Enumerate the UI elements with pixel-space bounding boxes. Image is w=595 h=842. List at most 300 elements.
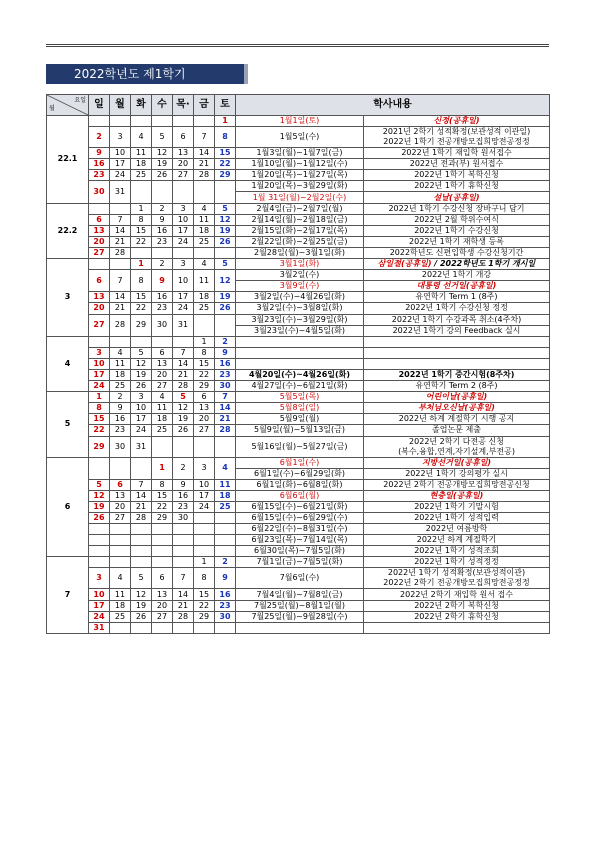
day-cell: 31 xyxy=(89,622,110,633)
day-cell: 2 xyxy=(89,127,110,148)
day-cell: 5 xyxy=(215,203,236,214)
day-cell: 12 xyxy=(215,214,236,225)
day-cell: 18 xyxy=(194,225,215,236)
day-cell: 11 xyxy=(215,479,236,490)
event-date: 5월8일(일) xyxy=(236,403,364,414)
table-row xyxy=(47,236,550,247)
day-cell: 19 xyxy=(131,369,152,380)
day-cell xyxy=(173,247,194,258)
day-cell: 23 xyxy=(173,501,194,512)
event-date: 2월15일(화)~2월17일(목) xyxy=(236,225,364,236)
header-row xyxy=(47,95,550,116)
table-row xyxy=(47,247,550,258)
day-cell xyxy=(110,535,131,546)
day-cell: 15 xyxy=(194,589,215,600)
day-cell: 7 xyxy=(131,479,152,490)
month-label: 3 xyxy=(47,259,89,337)
day-cell: 24 xyxy=(173,236,194,247)
day-cell: 13 xyxy=(152,358,173,369)
day-cell: 18 xyxy=(152,414,173,425)
table-row xyxy=(47,414,550,425)
day-cell: 24 xyxy=(173,303,194,314)
corner-day-label: 요일 xyxy=(74,97,86,104)
event-text: 2022학년도 신편입학생 수강신청기간 xyxy=(364,247,550,258)
day-cell: 25 xyxy=(152,425,173,436)
day-cell: 20 xyxy=(152,369,173,380)
day-cell: 22 xyxy=(131,303,152,314)
holiday-label: 어린이날(공휴일) xyxy=(425,392,488,402)
day-cell: 22 xyxy=(215,159,236,170)
day-cell xyxy=(215,535,236,546)
event-text: 2022년 2월 학위수여식 xyxy=(364,214,550,225)
event-text: 2022년 1학기 수강신청 장바구니 담기 xyxy=(364,203,550,214)
day-cell: 16 xyxy=(152,225,173,236)
day-cell: 30 xyxy=(215,381,236,392)
day-cell: 3 xyxy=(89,568,110,589)
day-cell: 25 xyxy=(131,170,152,181)
day-cell: 16 xyxy=(89,159,110,170)
day-cell: 20 xyxy=(89,303,110,314)
day-cell: 27 xyxy=(194,425,215,436)
day-cell: 15 xyxy=(215,148,236,159)
event-date xyxy=(236,358,364,369)
day-cell xyxy=(152,436,173,457)
day-cell xyxy=(89,259,110,270)
event-text: 2022년 1학기 재입학 원서접수 xyxy=(364,148,550,159)
day-cell: 14 xyxy=(173,358,194,369)
day-cell xyxy=(173,336,194,347)
day-cell xyxy=(131,622,152,633)
table-row xyxy=(47,303,550,314)
month-label: 22.1 xyxy=(47,116,89,204)
day-cell xyxy=(173,181,194,203)
day-cell: 2 xyxy=(215,336,236,347)
day-cell: 12 xyxy=(131,589,152,600)
day-cell: 16 xyxy=(215,358,236,369)
day-cell: 2 xyxy=(152,203,173,214)
day-cell: 17 xyxy=(194,490,215,501)
corner-month-label: 월 xyxy=(49,105,55,112)
event-text: 2022년 여름방학 xyxy=(364,524,550,535)
holiday-label: 대통령 선거일(공휴일) xyxy=(416,281,497,291)
day-cell: 27 xyxy=(89,314,110,336)
day-cell: 4 xyxy=(194,259,215,270)
event-date: 3월23일(수)~3월29일(화) xyxy=(236,314,364,325)
day-cell xyxy=(215,622,236,633)
event-text: 2022년 2학기 전공개방모집희망전공신청 xyxy=(364,479,550,490)
table-row xyxy=(47,611,550,622)
day-cell xyxy=(194,116,215,127)
day-cell: 12 xyxy=(215,270,236,292)
event-text xyxy=(364,392,550,403)
day-cell xyxy=(194,247,215,258)
day-cell xyxy=(173,524,194,535)
day-cell: 8 xyxy=(131,214,152,225)
table-row xyxy=(47,116,550,127)
day-cell xyxy=(110,457,131,479)
day-cell: 23 xyxy=(89,170,110,181)
day-cell: 3 xyxy=(110,127,131,148)
day-cell: 18 xyxy=(110,369,131,380)
day-cell xyxy=(110,546,131,557)
day-cell: 30 xyxy=(215,611,236,622)
event-date: 7월6일(수) xyxy=(236,568,364,589)
day-cell xyxy=(89,524,110,535)
day-cell: 17 xyxy=(89,369,110,380)
day-cell: 1 xyxy=(194,557,215,568)
event-date: 1월10일(월)~1월12일(수) xyxy=(236,159,364,170)
day-cell: 2 xyxy=(152,259,173,270)
day-cell: 30 xyxy=(173,513,194,524)
table-row xyxy=(47,347,550,358)
day-cell: 30 xyxy=(89,181,110,203)
day-cell: 23 xyxy=(215,369,236,380)
day-cell xyxy=(131,557,152,568)
day-cell xyxy=(152,181,173,203)
day-cell: 19 xyxy=(215,225,236,236)
table-row xyxy=(47,203,550,214)
event-date: 1월5일(수) xyxy=(236,127,364,148)
event-text: 2021년 2학기 성적확정(보관성적 이관일) 2022년 1학기 전공개방모집희망전공정정 xyxy=(364,127,550,148)
day-cell: 20 xyxy=(110,501,131,512)
day-cell: 26 xyxy=(131,381,152,392)
event-text xyxy=(364,116,550,127)
event-text: 유연학기 Term 1 (8주) xyxy=(364,292,550,303)
day-cell: 20 xyxy=(89,236,110,247)
event-text xyxy=(364,622,550,633)
table-row xyxy=(47,622,550,633)
day-cell xyxy=(110,203,131,214)
event-text: 2022년 1학기 성적조회 xyxy=(364,546,550,557)
month-label: 6 xyxy=(47,457,89,557)
event-text: 2022년 1학기 재학생 등록 xyxy=(364,236,550,247)
day-cell: 17 xyxy=(131,414,152,425)
event-date: 7월25일(월)~9월28일(수) xyxy=(236,611,364,622)
day-cell: 12 xyxy=(131,358,152,369)
day-cell xyxy=(89,535,110,546)
day-cell: 15 xyxy=(89,414,110,425)
day-cell xyxy=(194,181,215,203)
day-cell: 16 xyxy=(173,490,194,501)
day-cell: 26 xyxy=(89,513,110,524)
corner-cell xyxy=(47,95,89,116)
day-cell: 7 xyxy=(173,568,194,589)
day-cell: 9 xyxy=(152,214,173,225)
day-cell xyxy=(110,116,131,127)
event-text xyxy=(364,281,550,292)
page-title: 2022학년도 제1학기 xyxy=(46,64,248,84)
day-cell: 14 xyxy=(173,589,194,600)
day-cell: 29 xyxy=(194,381,215,392)
day-cell: 25 xyxy=(110,611,131,622)
day-cell: 27 xyxy=(152,381,173,392)
day-cell xyxy=(131,457,152,479)
day-cell: 28 xyxy=(131,513,152,524)
day-cell: 14 xyxy=(131,490,152,501)
day-cell: 23 xyxy=(152,303,173,314)
day-cell: 27 xyxy=(152,611,173,622)
holiday-label: 현충일(공휴일) xyxy=(429,490,484,500)
day-cell xyxy=(152,247,173,258)
day-cell: 17 xyxy=(89,600,110,611)
event-date: 5월9일(월)~5월13일(금) xyxy=(236,425,364,436)
day-cell: 31 xyxy=(173,314,194,336)
day-cell: 27 xyxy=(89,247,110,258)
event-text: 2022년 하계 계절학기 xyxy=(364,535,550,546)
day-cell: 21 xyxy=(110,303,131,314)
month-label: 5 xyxy=(47,392,89,457)
day-cell: 7 xyxy=(194,127,215,148)
day-cell: 6 xyxy=(152,347,173,358)
table-row xyxy=(47,513,550,524)
event-date: 6월6일(월) xyxy=(236,490,364,501)
day-cell: 13 xyxy=(173,148,194,159)
day-cell xyxy=(131,181,152,203)
table-row xyxy=(47,589,550,600)
day-cell: 9 xyxy=(215,568,236,589)
day-cell: 11 xyxy=(110,358,131,369)
day-cell: 7 xyxy=(215,392,236,403)
day-cell: 17 xyxy=(110,159,131,170)
day-cell: 13 xyxy=(89,225,110,236)
event-text xyxy=(364,347,550,358)
day-cell: 10 xyxy=(194,479,215,490)
event-date: 2월14일(월)~2월18일(금) xyxy=(236,214,364,225)
event-date: 2월28일(월)~3월1일(화) xyxy=(236,247,364,258)
event-subtext: / 2022학년도 1학기 개시일 xyxy=(431,259,536,269)
day-cell: 13 xyxy=(152,589,173,600)
day-cell xyxy=(89,116,110,127)
day-cell: 31 xyxy=(131,436,152,457)
day-cell: 6 xyxy=(89,214,110,225)
day-cell: 25 xyxy=(194,303,215,314)
day-cell xyxy=(131,546,152,557)
event-text: 2022년 1학기 수강신청 xyxy=(364,225,550,236)
event-text: 2022년 1학기 강의 Feedback 실시 xyxy=(364,325,550,336)
day-cell: 28 xyxy=(110,247,131,258)
day-cell xyxy=(131,247,152,258)
day-cell: 1 xyxy=(194,336,215,347)
table-row xyxy=(47,535,550,546)
day-cell: 10 xyxy=(110,148,131,159)
day-cell: 24 xyxy=(89,381,110,392)
day-cell xyxy=(173,546,194,557)
month-label: 7 xyxy=(47,557,89,633)
day-cell: 12 xyxy=(152,148,173,159)
day-cell: 9 xyxy=(110,403,131,414)
day-cell xyxy=(215,524,236,535)
day-cell: 1 xyxy=(215,116,236,127)
event-text: 2022년 1학기 성적확정(보관성적이관) 2022년 2학기 전공개방모집희망전공정정 xyxy=(364,568,550,589)
event-date: 7월1일(금)~7월5일(화) xyxy=(236,557,364,568)
day-cell: 22 xyxy=(152,501,173,512)
top-rule xyxy=(46,44,549,47)
day-cell xyxy=(131,116,152,127)
day-cell: 21 xyxy=(173,369,194,380)
day-cell: 26 xyxy=(152,170,173,181)
table-row xyxy=(47,369,550,380)
event-text: 2022년 1학기 복학신청 xyxy=(364,170,550,181)
day-cell: 15 xyxy=(194,358,215,369)
day-cell xyxy=(152,336,173,347)
day-cell: 22 xyxy=(194,369,215,380)
table-row xyxy=(47,170,550,181)
event-date: 6월1일(수) xyxy=(236,457,364,468)
day-cell: 8 xyxy=(131,270,152,292)
day-cell: 29 xyxy=(89,436,110,457)
table-row xyxy=(47,479,550,490)
day-cell: 14 xyxy=(110,292,131,303)
day-cell: 10 xyxy=(131,403,152,414)
day-cell: 22 xyxy=(194,600,215,611)
day-cell: 17 xyxy=(173,225,194,236)
table-row xyxy=(47,457,550,468)
day-cell: 3 xyxy=(194,457,215,479)
event-date: 6월22일(수)~8월31일(수) xyxy=(236,524,364,535)
day-cell: 3 xyxy=(173,203,194,214)
day-cell xyxy=(152,546,173,557)
header-thu: 목· xyxy=(173,95,194,116)
day-cell: 4 xyxy=(110,347,131,358)
day-cell: 3 xyxy=(131,392,152,403)
day-cell xyxy=(89,336,110,347)
day-cell: 9 xyxy=(152,270,173,292)
day-cell: 28 xyxy=(194,170,215,181)
event-date: 1월20일(목)~1월27일(목) xyxy=(236,170,364,181)
day-cell xyxy=(110,557,131,568)
table-row xyxy=(47,436,550,457)
event-date: 5월16일(월)~5월27일(금) xyxy=(236,436,364,457)
header-sat: 토 xyxy=(215,95,236,116)
header-content: 학사내용 xyxy=(236,95,550,116)
day-cell: 26 xyxy=(215,303,236,314)
event-date: 3월2일(수)~4월26일(화) xyxy=(236,292,364,303)
day-cell: 4 xyxy=(215,457,236,479)
event-text xyxy=(364,358,550,369)
day-cell: 29 xyxy=(194,611,215,622)
event-date: 1월3일(월)~1월7일(금) xyxy=(236,148,364,159)
event-date: 4월27일(수)~6월21일(화) xyxy=(236,381,364,392)
day-cell xyxy=(215,314,236,336)
day-cell: 4 xyxy=(110,568,131,589)
day-cell: 30 xyxy=(152,314,173,336)
day-cell: 14 xyxy=(110,225,131,236)
day-cell: 2 xyxy=(173,457,194,479)
event-text: 2022년 2학기 재입학 원서 접수 xyxy=(364,589,550,600)
holiday-label: 부처님오신날(공휴일) xyxy=(418,403,495,413)
event-text: 2022년 1학기 수강과목 취소(4주차) xyxy=(364,314,550,325)
day-cell: 28 xyxy=(173,381,194,392)
event-text: 2022년 1학기 개강 xyxy=(364,270,550,281)
day-cell xyxy=(152,622,173,633)
day-cell xyxy=(194,535,215,546)
day-cell: 10 xyxy=(173,270,194,292)
header-sun: 일 xyxy=(89,95,110,116)
table-row xyxy=(47,270,550,281)
day-cell: 21 xyxy=(131,501,152,512)
day-cell: 16 xyxy=(152,292,173,303)
day-cell: 24 xyxy=(194,501,215,512)
day-cell: 17 xyxy=(173,292,194,303)
day-cell xyxy=(152,524,173,535)
day-cell xyxy=(110,524,131,535)
day-cell: 29 xyxy=(152,513,173,524)
table-row xyxy=(47,403,550,414)
event-text: 2022년 하계 계절학기 시행 공지 xyxy=(364,414,550,425)
day-cell: 11 xyxy=(194,270,215,292)
day-cell: 3 xyxy=(173,259,194,270)
day-cell: 8 xyxy=(89,403,110,414)
month-label: 22.2 xyxy=(47,203,89,258)
day-cell: 8 xyxy=(194,347,215,358)
header-tue: 화 xyxy=(131,95,152,116)
event-date: 7월4일(월)~7월8일(금) xyxy=(236,589,364,600)
day-cell xyxy=(173,116,194,127)
table-row xyxy=(47,148,550,159)
day-cell: 29 xyxy=(131,314,152,336)
day-cell: 23 xyxy=(215,600,236,611)
day-cell: 16 xyxy=(215,589,236,600)
event-date: 5월5일(목) xyxy=(236,392,364,403)
day-cell xyxy=(215,247,236,258)
day-cell: 23 xyxy=(152,236,173,247)
event-date: 3월9일(수) xyxy=(236,281,364,292)
day-cell: 24 xyxy=(110,170,131,181)
day-cell: 10 xyxy=(89,589,110,600)
day-cell: 24 xyxy=(89,611,110,622)
day-cell: 1 xyxy=(152,457,173,479)
day-cell xyxy=(215,181,236,203)
day-cell: 6 xyxy=(89,270,110,292)
event-date: 7월25일(월)~8월1일(월) xyxy=(236,600,364,611)
day-cell: 9 xyxy=(173,479,194,490)
event-text xyxy=(364,490,550,501)
day-cell: 25 xyxy=(194,236,215,247)
day-cell xyxy=(173,622,194,633)
day-cell xyxy=(110,336,131,347)
day-cell: 24 xyxy=(131,425,152,436)
day-cell: 27 xyxy=(173,170,194,181)
day-cell xyxy=(215,513,236,524)
event-text xyxy=(364,403,550,414)
day-cell: 19 xyxy=(152,159,173,170)
day-cell: 22 xyxy=(131,236,152,247)
day-cell: 19 xyxy=(89,501,110,512)
day-cell: 6 xyxy=(194,392,215,403)
day-cell: 11 xyxy=(194,214,215,225)
table-row xyxy=(47,214,550,225)
event-date: 6월1일(화)~6월8일(화) xyxy=(236,479,364,490)
day-cell xyxy=(194,524,215,535)
day-cell: 11 xyxy=(110,589,131,600)
holiday-label: 신정(공휴일) xyxy=(433,116,480,126)
day-cell: 15 xyxy=(131,292,152,303)
day-cell xyxy=(89,203,110,214)
table-row xyxy=(47,490,550,501)
day-cell: 14 xyxy=(215,403,236,414)
day-cell: 5 xyxy=(89,479,110,490)
day-cell xyxy=(194,622,215,633)
day-cell: 13 xyxy=(89,292,110,303)
day-cell: 26 xyxy=(131,611,152,622)
day-cell: 23 xyxy=(110,425,131,436)
month-label: 4 xyxy=(47,336,89,391)
day-cell: 26 xyxy=(215,236,236,247)
day-cell: 4 xyxy=(194,203,215,214)
event-text: 2022년 1학기 성적입력 xyxy=(364,513,550,524)
day-cell: 16 xyxy=(110,414,131,425)
event-text: 2022년 1학기 강의평가 실시 xyxy=(364,468,550,479)
